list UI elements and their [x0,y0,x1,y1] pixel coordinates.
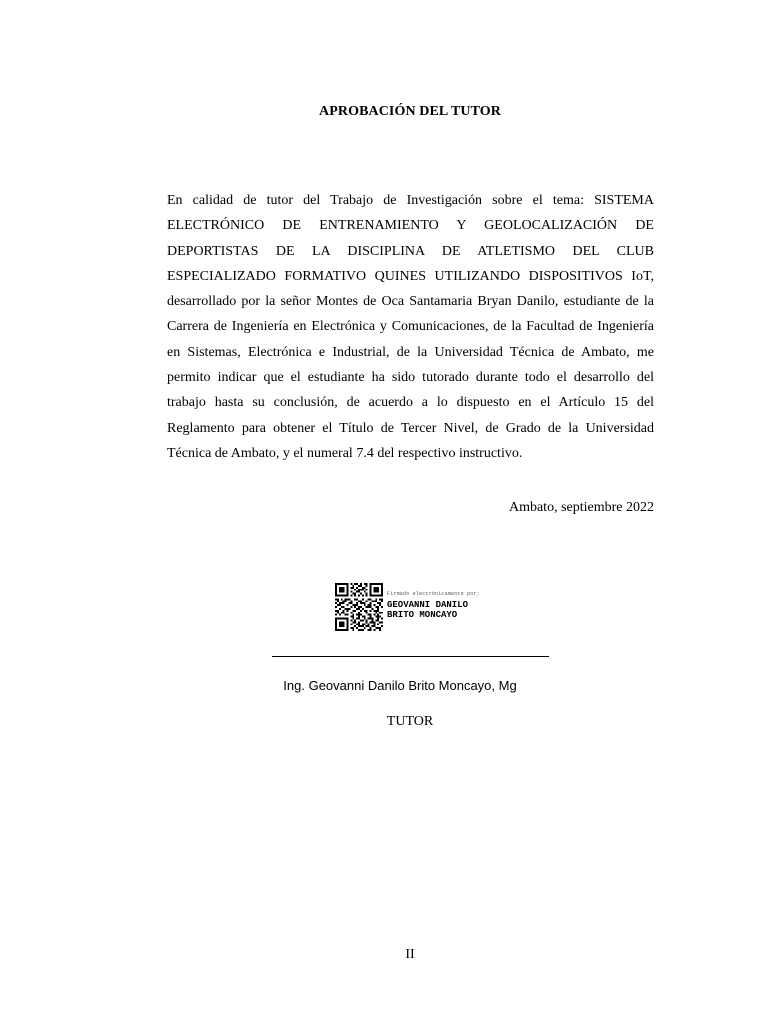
signature-text [387,589,480,620]
body-paragraph: En calidad de tutor del Trabajo de Investigación sobre el tema: SISTEMA ELECTRÓNICO DE ENTRENAMIENTO Y GEOLOCALIZACIÓN DE DEPORTISTAS DE LA DISCIPLINA DE ATLETISMO DEL CLUB ESPECIALIZADO FORMATIVO QUINES UTILIZANDO DISPOSITIVOS IoT, desarrollado por la señor Montes de Oca Santamaria Bryan Danilo, estudiante de la Carrera de Ingeniería en Electrónica y Comunicaciones, de la Facultad de Ingeniería en Sistemas, Electrónica e Industrial, de la Universidad Técnica de Ambato, me permito indicar que el estudiante ha sido tutorado durante todo el desarrollo del trabajo hasta su conclusión, de acuerdo a lo dispuesto en el Artículo 15 del Reglamento para obtener el Título de Tercer Nivel, de Grado de la Universidad Técnica de Ambato, y el numeral 7.4 del respectivo instructivo. [167,193,654,461]
electronic-signature [335,583,515,633]
signature-name-line1: GEOVANNI DANILO [387,600,469,610]
signer-name: Ing. Geovanni Danilo Brito Moncayo, Mg [283,678,517,693]
signature-name-line2: BRITO MONCAYO [387,610,458,620]
signature-caption: Firmado electrónicamente por: [387,591,480,597]
signer-role: TUTOR [386,714,434,729]
signature-line [272,656,549,657]
page-title: APROBACIÓN DEL TUTOR [319,104,501,119]
page-number: II [405,947,415,962]
qr-code-icon [335,583,383,631]
place-date: Ambato, septiembre 2022 [508,500,654,515]
